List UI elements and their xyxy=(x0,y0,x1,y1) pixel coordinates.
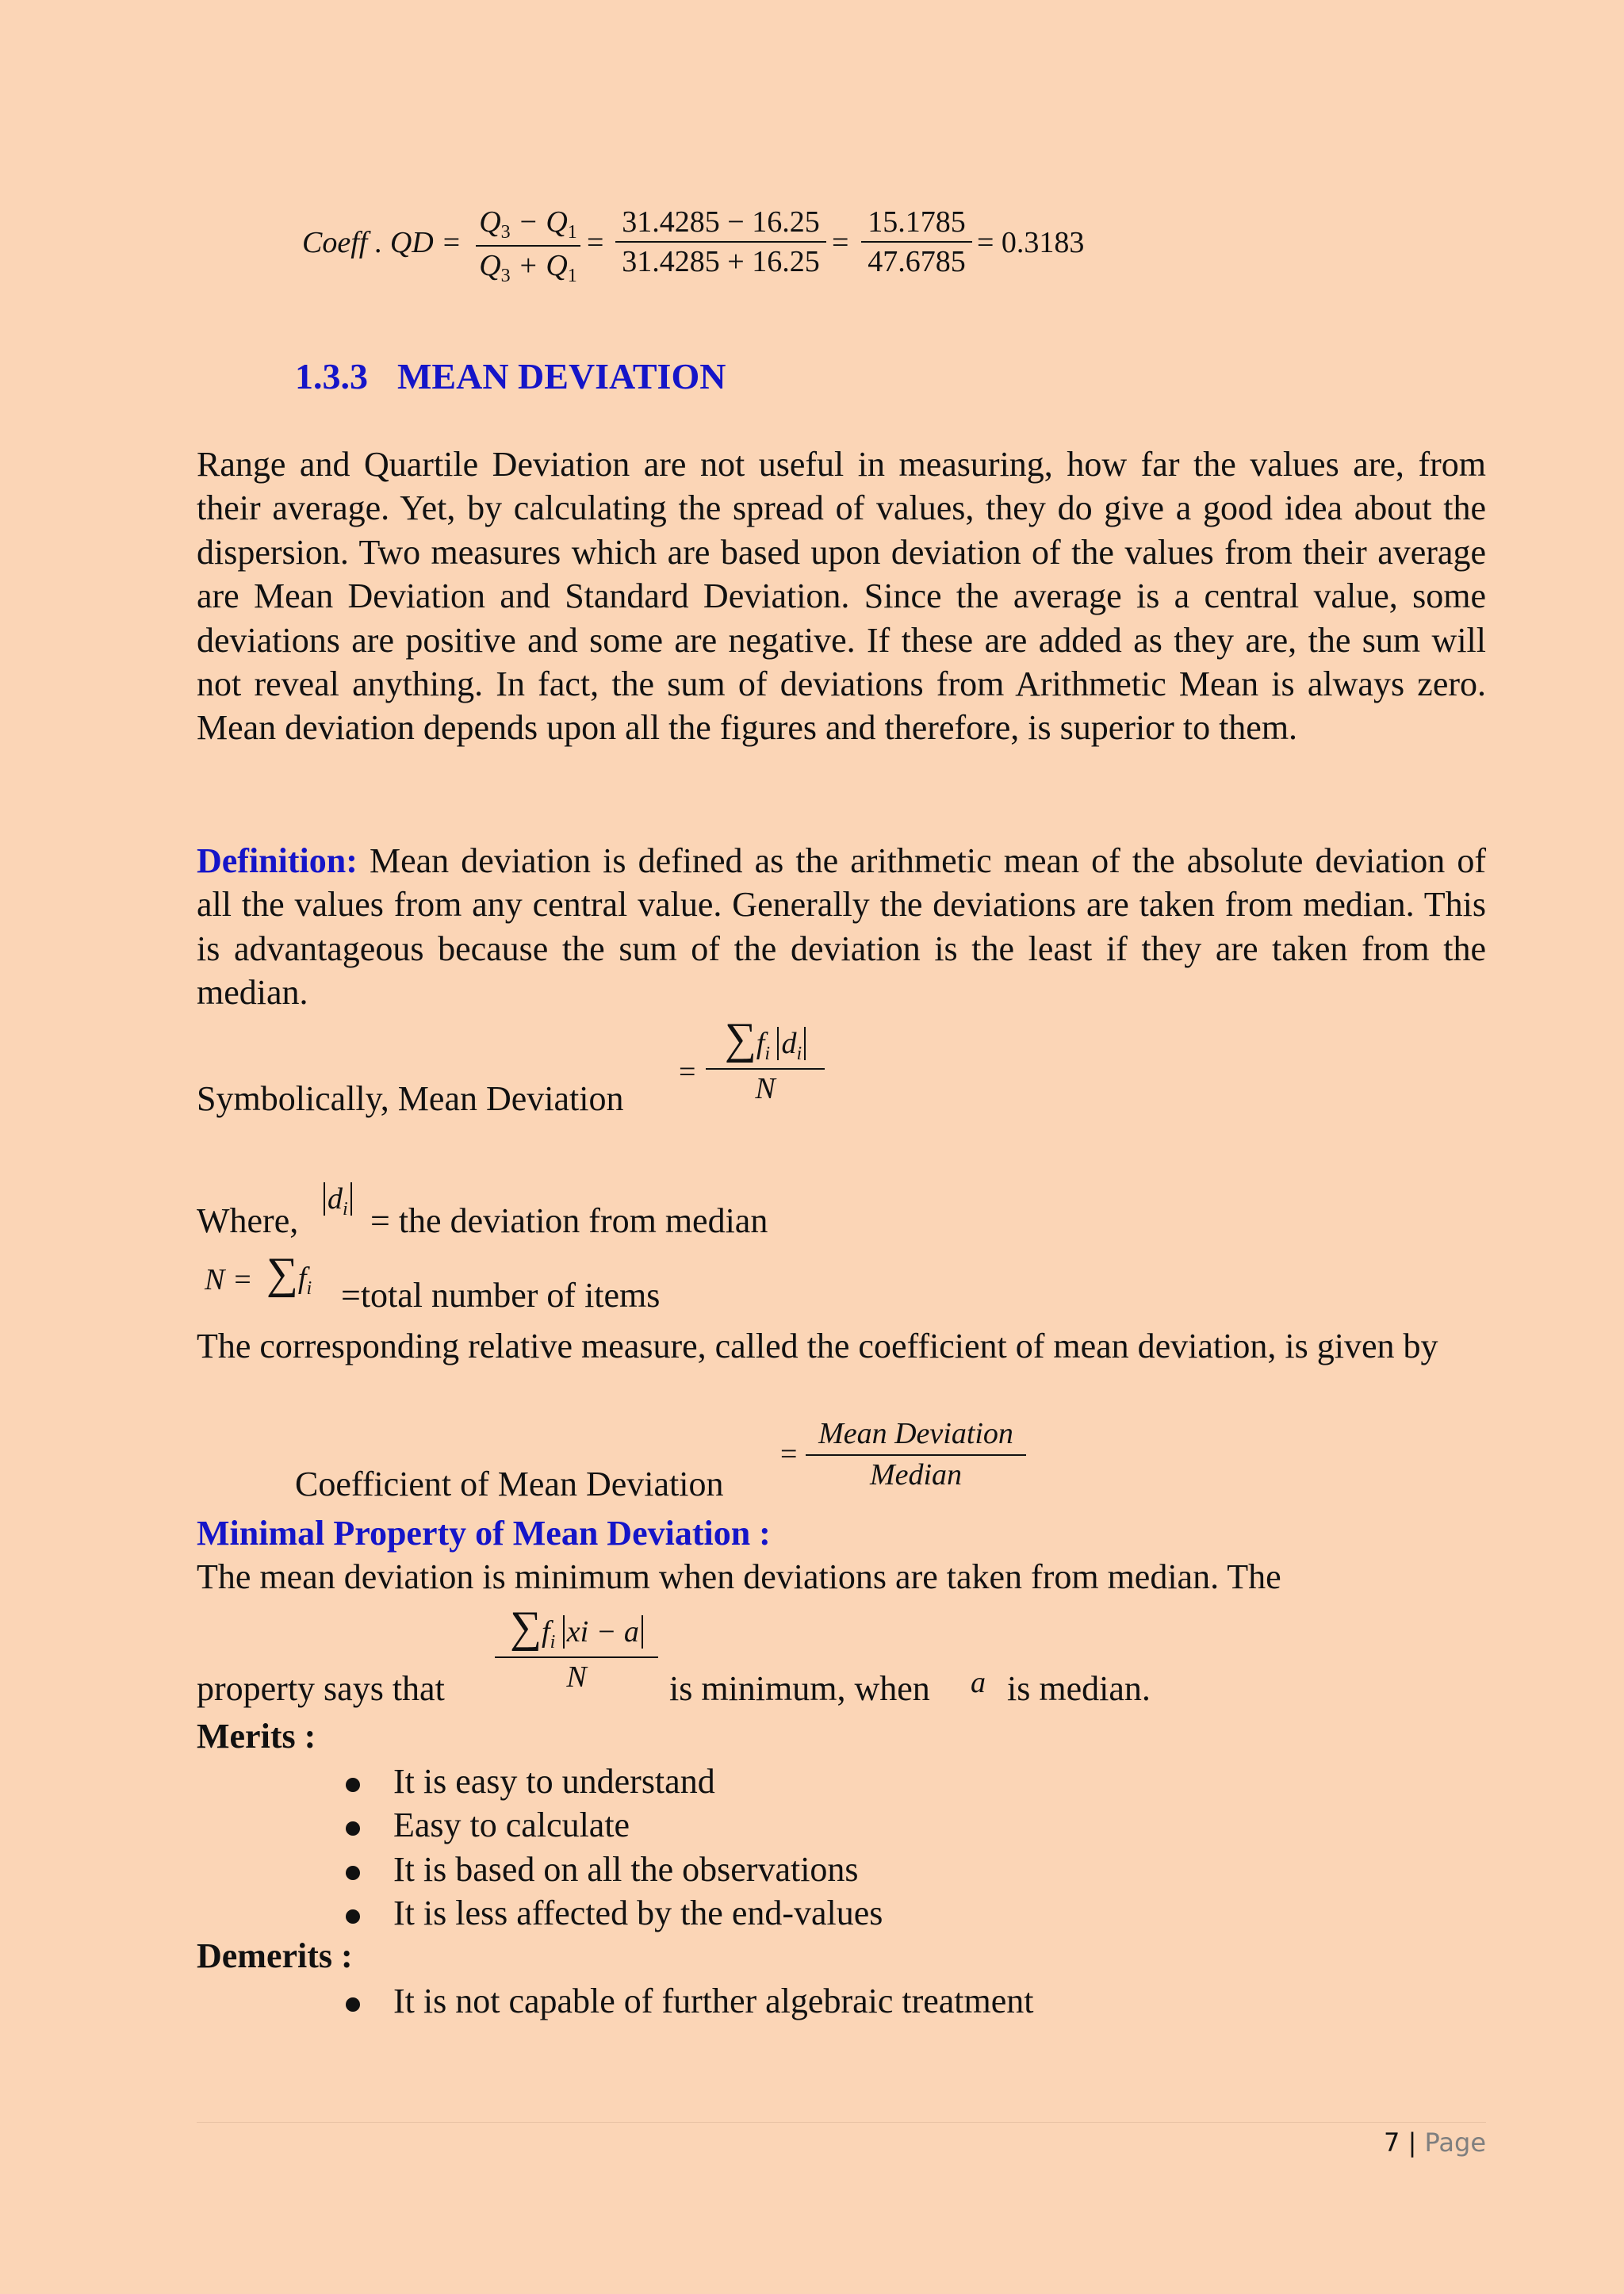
bullet-icon xyxy=(339,1903,366,1930)
di-symbol: $d_i$ xyxy=(324,1181,352,1220)
formula-qd-fraction-symbols: $Q_3 - Q_1$ $Q_3 + Q_1$ xyxy=(476,205,580,287)
formula-qd-fraction-result xyxy=(861,205,972,279)
fraction-numerator: 31.4285 − 16.25 xyxy=(615,205,826,243)
abs-deviation-term: xi − a xyxy=(563,1615,643,1649)
merit-item xyxy=(339,1848,883,1891)
formula-qd-lhs: Coeff . QD = xyxy=(302,226,462,259)
fraction-denominator: 47.6785 xyxy=(868,245,966,278)
demerits-heading: Demerits : xyxy=(197,1936,353,1975)
section-title: MEAN DEVIATION xyxy=(397,356,726,396)
property-suffix: is minimum, when xyxy=(669,1669,930,1708)
merit-item xyxy=(339,1891,883,1935)
fraction-denominator: 31.4285 + 16.25 xyxy=(622,245,820,278)
merit-text: Easy to calculate xyxy=(393,1806,630,1845)
merit-item xyxy=(339,1760,883,1803)
merits-list xyxy=(339,1760,883,1936)
minimal-property-text: The mean deviation is minimum when deviations are taken from median. The xyxy=(197,1557,1281,1596)
relative-measure-text: The corresponding relative measure, called the coefficient of mean deviation, is given by xyxy=(197,1327,1438,1365)
footer-separator: | xyxy=(1408,2127,1417,2158)
page-footer xyxy=(1384,2127,1486,2158)
demerit-item xyxy=(339,1979,1034,2023)
merit-text: It is less affected by the end-values xyxy=(393,1894,883,1933)
equals-sign: = xyxy=(587,226,604,259)
di-description: = the deviation from median xyxy=(370,1201,768,1240)
symbolic-label: Symbolically, Mean Deviation xyxy=(197,1079,624,1118)
definition-label: Definition: xyxy=(197,841,358,880)
fraction-numerator: Mean Deviation xyxy=(806,1416,1026,1456)
definition-text: Mean deviation is defined as the arithmetic mean of the absolute deviation of all the values from any central value. Generally the deviations are taken from median. This is advantageous because the sum of the deviation is the least if they are taken from the median. xyxy=(197,841,1486,1013)
formula-qd-result: = 0.3183 xyxy=(977,226,1085,259)
fraction-denominator: N xyxy=(566,1660,587,1694)
bullet-icon xyxy=(339,1991,366,2018)
fraction-denominator: Median xyxy=(869,1458,963,1492)
n-description: =total number of items xyxy=(341,1276,661,1315)
fraction-denominator: N xyxy=(755,1072,776,1105)
coefficient-formula xyxy=(806,1416,1026,1492)
merit-text: It is based on all the observations xyxy=(393,1849,859,1889)
demerit-text: It is not capable of further algebraic treatment xyxy=(393,1982,1034,2020)
property-suffix-end: is median. xyxy=(1007,1669,1151,1708)
definition-paragraph xyxy=(197,839,1486,1015)
fraction-numerator: 15.1785 xyxy=(861,205,972,243)
n-definition-lhs: N = xyxy=(205,1263,253,1296)
mean-deviation-formula: $\sum f_i$ $d_i$ N xyxy=(706,1017,825,1106)
page-label: Page xyxy=(1424,2127,1486,2158)
section-number: 1.3.3 xyxy=(295,356,368,396)
page-number: 7 xyxy=(1384,2127,1400,2158)
n-sum-symbol: $\sum f_i$ xyxy=(266,1249,312,1299)
footer-divider xyxy=(197,2122,1486,2123)
equals-sign: = xyxy=(780,1438,798,1471)
minimal-property-heading: Minimal Property of Mean Deviation : xyxy=(197,1514,771,1553)
section-heading xyxy=(295,355,726,397)
coefficient-label: Coefficient of Mean Deviation xyxy=(295,1465,724,1503)
bullet-icon xyxy=(339,1771,366,1798)
merit-text: It is easy to understand xyxy=(393,1762,715,1801)
equals-sign: = xyxy=(832,226,849,259)
demerits-list xyxy=(339,1979,1034,2023)
equals-sign: = xyxy=(679,1055,696,1089)
merits-heading: Merits : xyxy=(197,1717,316,1756)
formula-qd-fraction-values xyxy=(615,205,826,279)
property-prefix: property says that xyxy=(197,1669,445,1708)
where-label: Where, xyxy=(197,1201,299,1240)
bullet-icon xyxy=(339,1815,366,1842)
intro-paragraph: Range and Quartile Deviation are not useful in measuring, how far the values are, from their average. Yet, by calculating the spread of values, they do give a good idea about the dispersion. Two measures which are based upon deviation of the values from their average are Mean Deviation and Standard Deviation. Since the average is a central value, some deviations are positive and some are negative. If these are added as they are, the sum will not reveal anything. In fact, the sum of deviations from Arithmetic Mean is always zero. Mean deviation depends upon all the figures and therefore, is superior to them. xyxy=(197,445,1486,748)
minimal-property-formula: $\sum f_i$ xi − a N xyxy=(495,1605,658,1695)
bullet-icon xyxy=(339,1859,366,1886)
variable-a: a xyxy=(971,1666,986,1699)
merit-item xyxy=(339,1803,883,1847)
